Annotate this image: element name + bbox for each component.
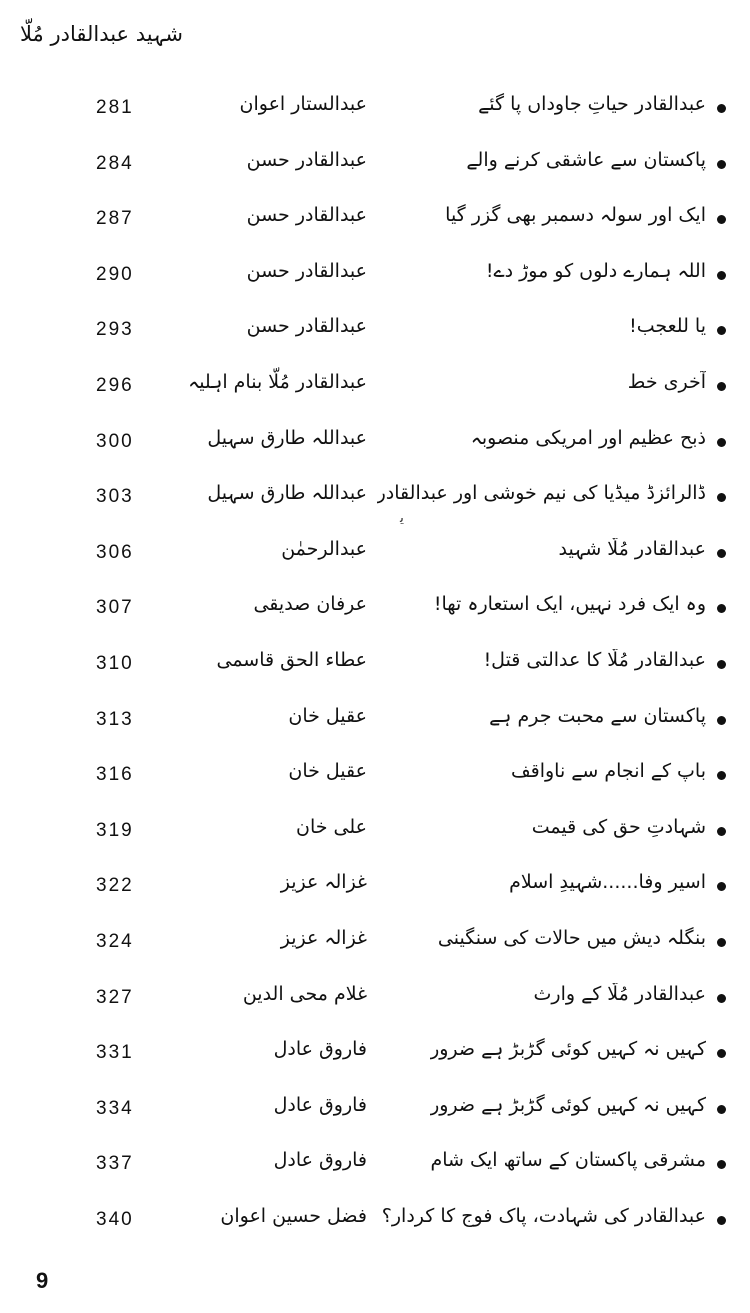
- entry-page-number: 334: [96, 1097, 134, 1119]
- bullet-icon: [717, 104, 726, 113]
- bullet-icon: [717, 716, 726, 725]
- entry-author: فاروق عادل: [273, 1093, 367, 1116]
- entry-page-number: 303: [96, 486, 134, 508]
- toc-row[interactable]: [0, 1194, 750, 1250]
- entry-page-number: 296: [96, 374, 134, 396]
- entry-author: عطاء الحق قاسمی: [216, 648, 367, 671]
- toc-row[interactable]: [0, 916, 750, 972]
- entry-page-number: 324: [96, 930, 134, 952]
- entry-title: ڈالرائزڈ میڈیا کی نیم خوشی اور عبدالقادر: [376, 482, 706, 505]
- entry-title: وہ ایک فرد نہیں، ایک استعارہ تھا!: [433, 593, 706, 616]
- entry-title: آخری خط: [627, 370, 706, 393]
- entry-page-number: 293: [96, 319, 134, 341]
- entry-title: عبدالقادر مُلّا کا عدالتی قتل!: [483, 648, 706, 671]
- entry-title: ایک اور سولہ دسمبر بھی گزر گیا: [445, 204, 706, 227]
- entry-page-number: 284: [96, 152, 134, 174]
- entry-author: فاروق عادل: [273, 1038, 367, 1061]
- bullet-icon: [717, 604, 726, 613]
- entry-title: مشرقی پاکستان کے ساتھ ایک شام: [430, 1149, 706, 1172]
- entry-author: عقیل خان: [288, 760, 367, 783]
- entry-title: عبدالقادر مُلّا شہید: [558, 537, 706, 560]
- entry-page-number: 316: [96, 764, 134, 786]
- bullet-icon: [717, 382, 726, 391]
- entry-author: غزالہ عزیز: [280, 871, 367, 894]
- toc-row[interactable]: [0, 138, 750, 194]
- page-folio-number: 9: [36, 1268, 49, 1293]
- entry-author: عبدالستار اعوان: [239, 93, 367, 115]
- bullet-icon: [717, 493, 726, 502]
- entry-title: عبدالقادر مُلّا کے وارث: [533, 982, 706, 1005]
- entry-author: فاروق عادل: [273, 1149, 367, 1172]
- entry-title: پاکستان سے عاشقی کرنے والے: [466, 148, 706, 171]
- entry-page-number: 319: [96, 819, 134, 841]
- entry-page-number: 281: [96, 97, 134, 118]
- entry-author: عبدالقادر مُلّا بنام اہلیہ: [188, 370, 367, 393]
- entry-title: باپ کے انجام سے ناواقف: [510, 760, 706, 783]
- entry-page-number: 306: [96, 541, 134, 563]
- toc-row[interactable]: [0, 249, 750, 305]
- entry-title: شہادتِ حق کی قیمت: [531, 815, 706, 838]
- entry-page-number: 337: [96, 1153, 134, 1175]
- toc-row[interactable]: [0, 416, 750, 472]
- entry-title: اسیرِ وفا......شہیدِ اسلام: [509, 871, 706, 894]
- entry-title: پاکستان سے محبت جرم ہے: [489, 704, 706, 727]
- bullet-icon: [717, 882, 726, 891]
- entry-title: بنگلہ دیش میں حالات کی سنگینی: [437, 926, 706, 949]
- bullet-icon: [717, 1049, 726, 1058]
- entry-title: ذبحِ عظیم اور امریکی منصوبہ: [470, 426, 706, 449]
- entry-author: فضل حسین اعوان: [220, 1204, 367, 1227]
- entry-page-number: 307: [96, 597, 134, 619]
- entry-page-number: 331: [96, 1042, 134, 1064]
- entry-author: عبداللہ طارق سہیل: [207, 482, 367, 505]
- entry-title: کہیں نہ کہیں کوئی گڑبڑ ہے ضرور: [430, 1093, 706, 1116]
- entry-author: عبدالقادر حسن: [246, 204, 367, 227]
- bullet-icon: [717, 438, 726, 447]
- table-of-contents: [0, 82, 750, 1249]
- entry-author: غلام محی الدین: [242, 982, 367, 1005]
- toc-row[interactable]: [0, 805, 750, 861]
- entry-author: غزالہ عزیز: [280, 926, 367, 949]
- entry-title: اللہ ہمارے دلوں کو موڑ دے!: [485, 259, 706, 282]
- bullet-icon: [717, 160, 726, 169]
- entry-page-number: 322: [96, 875, 134, 897]
- toc-row[interactable]: [0, 694, 750, 750]
- toc-row[interactable]: [0, 1138, 750, 1194]
- bullet-icon: [717, 1105, 726, 1114]
- bullet-icon: [717, 771, 726, 780]
- toc-row[interactable]: [0, 527, 750, 583]
- bullet-icon: [717, 827, 726, 836]
- entry-author: علی خان: [296, 815, 367, 838]
- bullet-icon: [717, 660, 726, 669]
- entry-title: کہیں نہ کہیں کوئی گڑبڑ ہے ضرور: [430, 1038, 706, 1061]
- entry-author: عقیل خان: [288, 704, 367, 727]
- toc-row[interactable]: [0, 82, 750, 138]
- toc-row[interactable]: [0, 360, 750, 416]
- entry-page-number: 327: [96, 986, 134, 1008]
- running-header: شہید عبدالقادر مُلّا: [20, 22, 184, 46]
- toc-row[interactable]: [0, 638, 750, 694]
- entry-page-number: 290: [96, 263, 134, 285]
- entry-author: عبدالقادر حسن: [246, 259, 367, 282]
- toc-row[interactable]: [0, 1027, 750, 1083]
- entry-page-number: 300: [96, 430, 134, 452]
- toc-row[interactable]: [0, 972, 750, 1028]
- entry-page-number: 287: [96, 208, 134, 230]
- toc-row[interactable]: [0, 860, 750, 916]
- entry-author: عبداللہ طارق سہیل: [207, 426, 367, 449]
- toc-row[interactable]: [0, 304, 750, 360]
- bullet-icon: [717, 994, 726, 1003]
- entry-title: عبدالقادر حیاتِ جاوداں پا گئے: [478, 93, 706, 115]
- entry-title: عبدالقادر کی شہادت، پاک فوج کا کردار؟: [381, 1204, 706, 1227]
- toc-row[interactable]: [0, 582, 750, 638]
- bullet-icon: [717, 326, 726, 335]
- entry-author: عبدالرحمٰن: [281, 537, 367, 560]
- bullet-icon: [717, 938, 726, 947]
- toc-row[interactable]: [0, 193, 750, 249]
- bullet-icon: [717, 1160, 726, 1169]
- bullet-icon: [717, 271, 726, 280]
- toc-row[interactable]: [0, 471, 750, 527]
- entry-page-number: 310: [96, 652, 134, 674]
- bullet-icon: [717, 215, 726, 224]
- stray-print-mark: ﯾ: [400, 510, 404, 526]
- entry-author: عبدالقادر حسن: [246, 315, 367, 338]
- bullet-icon: [717, 1216, 726, 1225]
- entry-author: عبدالقادر حسن: [246, 148, 367, 171]
- entry-page-number: 340: [96, 1208, 134, 1230]
- entry-page-number: 313: [96, 708, 134, 730]
- bullet-icon: [717, 549, 726, 558]
- toc-row[interactable]: [0, 749, 750, 805]
- entry-author: عرفان صدیقی: [253, 593, 367, 616]
- toc-row[interactable]: [0, 1083, 750, 1139]
- entry-title: یا للعجب!: [629, 315, 706, 338]
